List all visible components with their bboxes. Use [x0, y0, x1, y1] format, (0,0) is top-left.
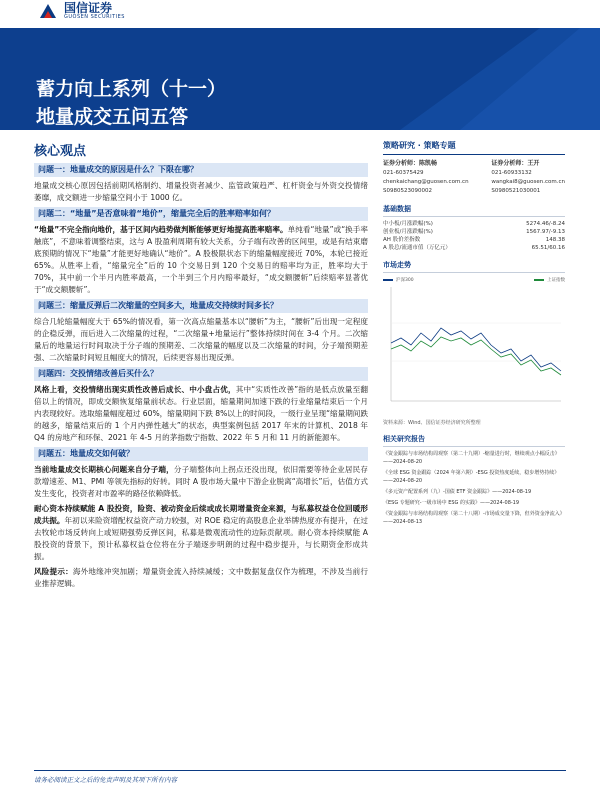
brand-logo	[38, 0, 125, 22]
related-report[interactable]: 《资金跟踪与市场结构周观察（第二十九期）-缩量进行时，继续观点小幅反击》——2024-08-20	[383, 451, 560, 465]
data-row: 中小板/月涨跌幅(%) 5274.46/-8.24	[383, 221, 565, 227]
analyst-block	[383, 159, 565, 196]
question-heading-2: 问题二：“地量”是否意味着“地价”，缩量完全后的胜率赔率如何？	[34, 207, 368, 221]
paragraph: 地量成交核心原因包括前期风格制约、增量投资者减少、监管政策趋严、杠杆资金与外资交投情绪萎靡，成交额进一步缩量空间小于 1000 亿。	[34, 181, 368, 202]
basic-data-table	[383, 220, 565, 252]
basic-data-title: 基础数据	[383, 204, 565, 217]
chart-source: 资料来源：Wind、国信证券经济研究所整理	[383, 420, 481, 426]
related-title: 相关研究报告	[383, 434, 565, 447]
series-line-sse	[391, 337, 561, 375]
question-heading-1: 问题一：地量成交的原因是什么？下限在哪？	[34, 163, 368, 177]
logo-bar	[0, 0, 600, 28]
guosen-logo-icon	[38, 2, 58, 20]
main-content	[34, 140, 368, 590]
paragraph: 当前地量成交长期核心问题来自分子端，分子端整体向上拐点还没出现，依旧需要等待企业居民存款增速差、M1、PMI 等领先指标的好转。同时 A 股市场大量中下游企业脱离“高增长”后，估值方式发生变化，投资者对市盈率的路径依赖降低。	[34, 465, 368, 498]
related-report[interactable]: 《ESG 专题研究-一级市场中 ESG 的实践》——2024-08-19	[383, 500, 520, 506]
related-report[interactable]: 《资金跟踪与市场结构周观察（第二十八期）-市场成交量下降，但外资金净流入》——2024-08-13	[383, 511, 565, 525]
brand-name-en: GUOSEN SECURITIES	[64, 13, 125, 20]
sidebar	[383, 140, 565, 526]
paragraph: “地量”不完全指向地价，基于区间内趋势做判断能够更好地提高胜率赔率。单纯看“地量”或“换手率触底”，不意味着调整结束，这与 A 股盈利周期有较大关系，分子端有改善的区间里，或是有结束磨底预期的情况下“地量”才能更好地确认“地价”。A 股极限状态下的缩量幅度接近 70%，本轮已接近 65%。从胜率上看，“缩量完全”后的 10 个交易日到 120 个交易日的赔率均为正，胜率均大于 70%，其中前一个半月内胜率最高，一个半到三个月内赔率最好，“成交额腰斩”后续赔率显著优于“成交额腰斩”。	[34, 225, 368, 294]
paragraph: 风格上看，交投情绪出现实质性改善后成长、中小盘占优，其中“实质性改善”指的是低点放量至翻倍以上的情况，即成交额恢复缩量前状态。行业层面，缩量期间加速下跌的行业缩量结束后一个月内表现较好。选取缩量幅度超过 60%，缩量期间下跌 8%以上的时间段，一级行业呈现“缩量期间跌的越多，缩量结束后的 1 个月内弹性越大”的状态，典型案例包括 2017 年末的计算机、2018 年 Q4 的房地产和环保、2021 年 4-5 月的茅指数宁指数、2022 年 5 月和 11 月的新能源车。	[34, 385, 368, 442]
data-row: 创业板/月涨跌幅(%) 1567.97/-9.13	[383, 229, 565, 235]
chart-plot	[383, 283, 565, 411]
question-heading-5: 问题五：地量成交如何破？	[34, 447, 368, 461]
section-title: 核心观点	[34, 144, 87, 159]
data-row: A 股总/流通市值（万亿元） 65.51/60.16	[383, 245, 565, 251]
data-row: AH 股价差指数 148.38	[383, 237, 565, 243]
report-subtitle: 地量成交五问五答	[36, 106, 189, 128]
related-report[interactable]: 《多元资产配置系列（九）-国债 ETF 资金跟踪》——2024-08-19	[383, 489, 532, 495]
chart-title: 市场走势	[383, 260, 565, 273]
series-title: 蓄力向上系列（十一）	[36, 78, 227, 100]
analyst-2: 证券分析师：王开 021-60933132 wangkai8@guosen.com.cn S0980521030001	[491, 160, 565, 194]
paragraph: 耐心资本持续赋能 A 股投资，险资、被动资金后续或成长期增量资金来源，与私募权益仓位回暖形成共振。年初以来险资增配权益资产动力较强，对 ROE 稳定的高股息企业举牌热度亦有提升，在过去牧轮市场反转向上或短期强势反弹区间，私募是微观流动性的边际贡献项。耐心资本持续赋能 A 股投资的背景下，预计私募权益仓位将在分子端逐步明朗的过程中稳步提升，与长期资金形成共振。	[34, 504, 369, 561]
brand-name-cn: 国信证券	[64, 0, 113, 15]
question-heading-4: 问题四：交投情绪改善后买什么？	[34, 367, 368, 381]
footer-disclaimer: 请务必阅读正文之后的免责声明及其项下所有内容	[34, 770, 566, 784]
legend-item-2: 上证指数	[534, 277, 565, 283]
banner-decoration	[340, 28, 600, 130]
related-list	[383, 450, 565, 526]
related-report[interactable]: 《全球 ESG 资金跟踪（2024 年第六期）-ESG 投资热度延续，稳步增势持续》——2024-08-20	[383, 470, 560, 484]
paragraph: 综合几轮缩量幅度大于 65%的情况看，第一次高点缩量基本以“腰斩”为主，“腰斩”后出现一定程度的企稳反弹，而后进入二次缩量的过程，“二次缩量+地量运行”整体持续时间在 3-4 个月。二次缩量后的地量运行时间取决于分子端的预期差、二次缩量的幅度以及二次缩量的时间，分子端预期差强、二次缩量时间短且幅度大的情况，后续更容易出现反弹。	[34, 317, 368, 362]
risk-warning: 风险提示：海外地缘冲突加剧；增量资金流入持续减缓；文中数据复盘仅作为梳理，不涉及当前行业推荐逻辑。	[34, 567, 368, 588]
title-banner	[0, 28, 600, 130]
question-heading-3: 问题三：缩量反弹后二次缩量的空间多大，地量成交持续时间多长？	[34, 299, 368, 313]
analyst-1: 证券分析师：陈凯畅 021-60375429 chenkaichang@guosen.com.cn S0980523090002	[383, 160, 469, 194]
legend-item-1: 沪深300	[383, 277, 414, 283]
market-chart	[383, 277, 565, 417]
report-type: 策略研究 · 策略专题	[383, 140, 565, 155]
